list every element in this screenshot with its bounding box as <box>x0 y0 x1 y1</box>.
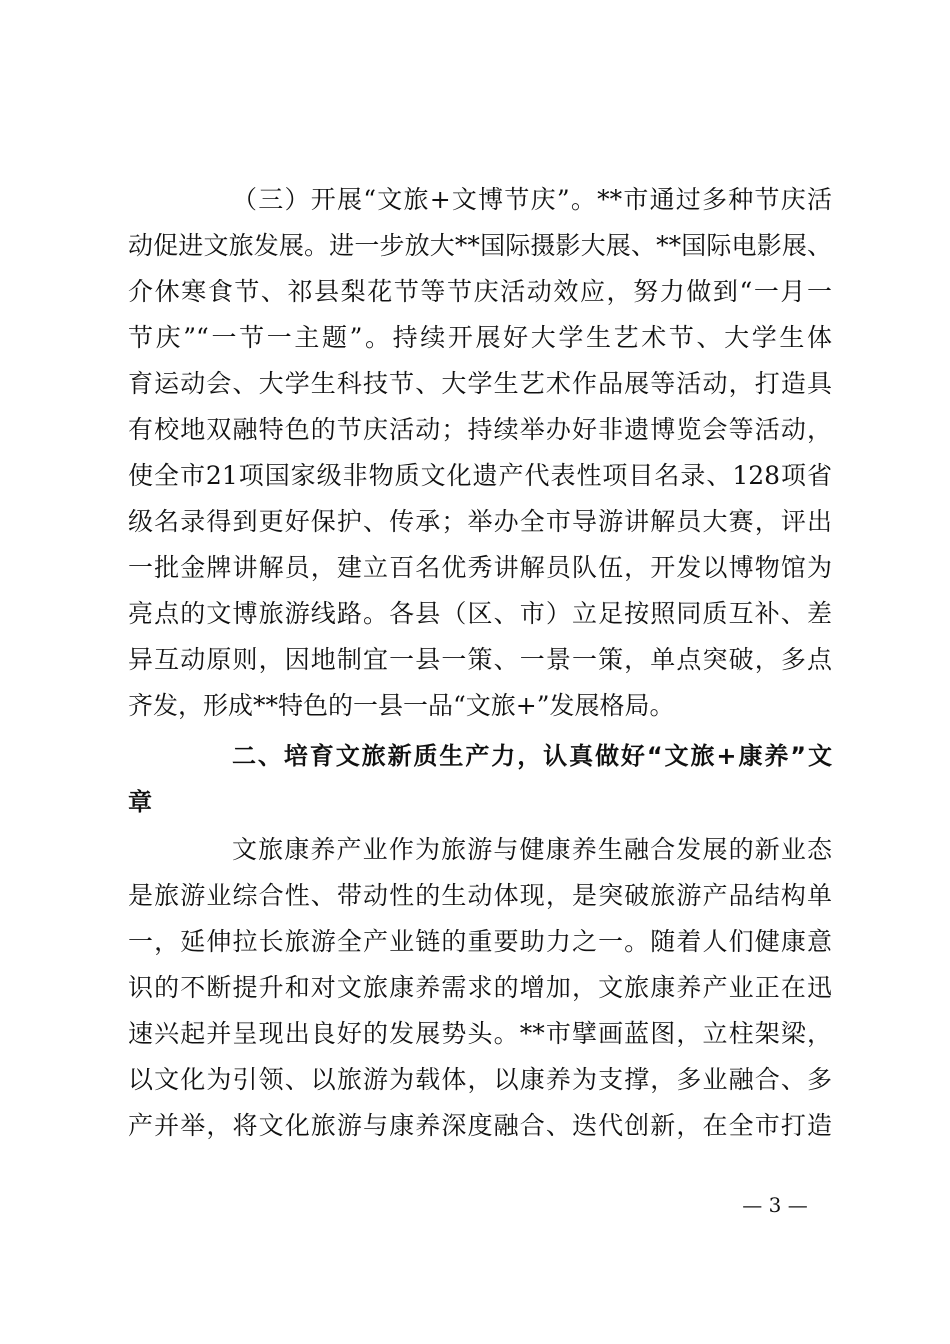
page-number: — 3 — <box>742 1193 808 1217</box>
section3-line-9: 一批金牌讲解员，建立百名优秀讲解员队伍，开发以博物馆为 <box>128 553 832 582</box>
section3-line-10: 亮点的文博旅游线路。各县（区、市）立足按照同质互补、差 <box>128 599 832 628</box>
section3-line-12: 齐发，形成**特色的一县一品“文旅+”发展格局。 <box>128 691 675 720</box>
body-line-3: 一，延伸拉长旅游全产业链的重要助力之一。随着人们健康意 <box>128 927 832 956</box>
section-heading-line-2: 章 <box>128 788 152 816</box>
section3-line-3: 介休寒食节、祁县梨花节等节庆活动效应，努力做到“一月一 <box>128 277 832 306</box>
section3-line-7: 使全市21项国家级非物质文化遗产代表性项目名录、128项省 <box>128 461 832 490</box>
body-line-1: 文旅康养产业作为旅游与健康养生融合发展的新业态 <box>232 835 832 864</box>
section-heading-line-1: 二、培育文旅新质生产力，认真做好“文旅+康养”文 <box>232 742 832 770</box>
section3-line-1: （三）开展“文旅+文博节庆”。**市通过多种节庆活 <box>232 185 832 214</box>
section3-line-6: 有校地双融特色的节庆活动；持续举办好非遗博览会等活动， <box>128 415 832 444</box>
body-line-4: 识的不断提升和对文旅康养需求的增加，文旅康养产业正在迅 <box>128 973 832 1002</box>
section3-line-4: 节庆”“一节一主题”。持续开展好大学生艺术节、大学生体 <box>128 323 832 352</box>
section3-line-8: 级名录得到更好保护、传承；举办全市导游讲解员大赛，评出 <box>128 507 832 536</box>
body-line-7: 产并举，将文化旅游与康养深度融合、迭代创新，在全市打造 <box>128 1111 832 1140</box>
section3-line-11: 异互动原则，因地制宜一县一策、一景一策，单点突破，多点 <box>128 645 832 674</box>
body-line-6: 以文化为引领、以旅游为载体，以康养为支撑，多业融合、多 <box>128 1065 832 1094</box>
section3-line-5: 育运动会、大学生科技节、大学生艺术作品展等活动，打造具 <box>128 369 832 398</box>
body-line-2: 是旅游业综合性、带动性的生动体现，是突破旅游产品结构单 <box>128 881 832 910</box>
section3-line-2: 动促进文旅发展。进一步放大**国际摄影大展、**国际电影展、 <box>128 231 832 260</box>
body-line-5: 速兴起并呈现出良好的发展势头。**市擘画蓝图，立柱架梁， <box>128 1019 832 1048</box>
